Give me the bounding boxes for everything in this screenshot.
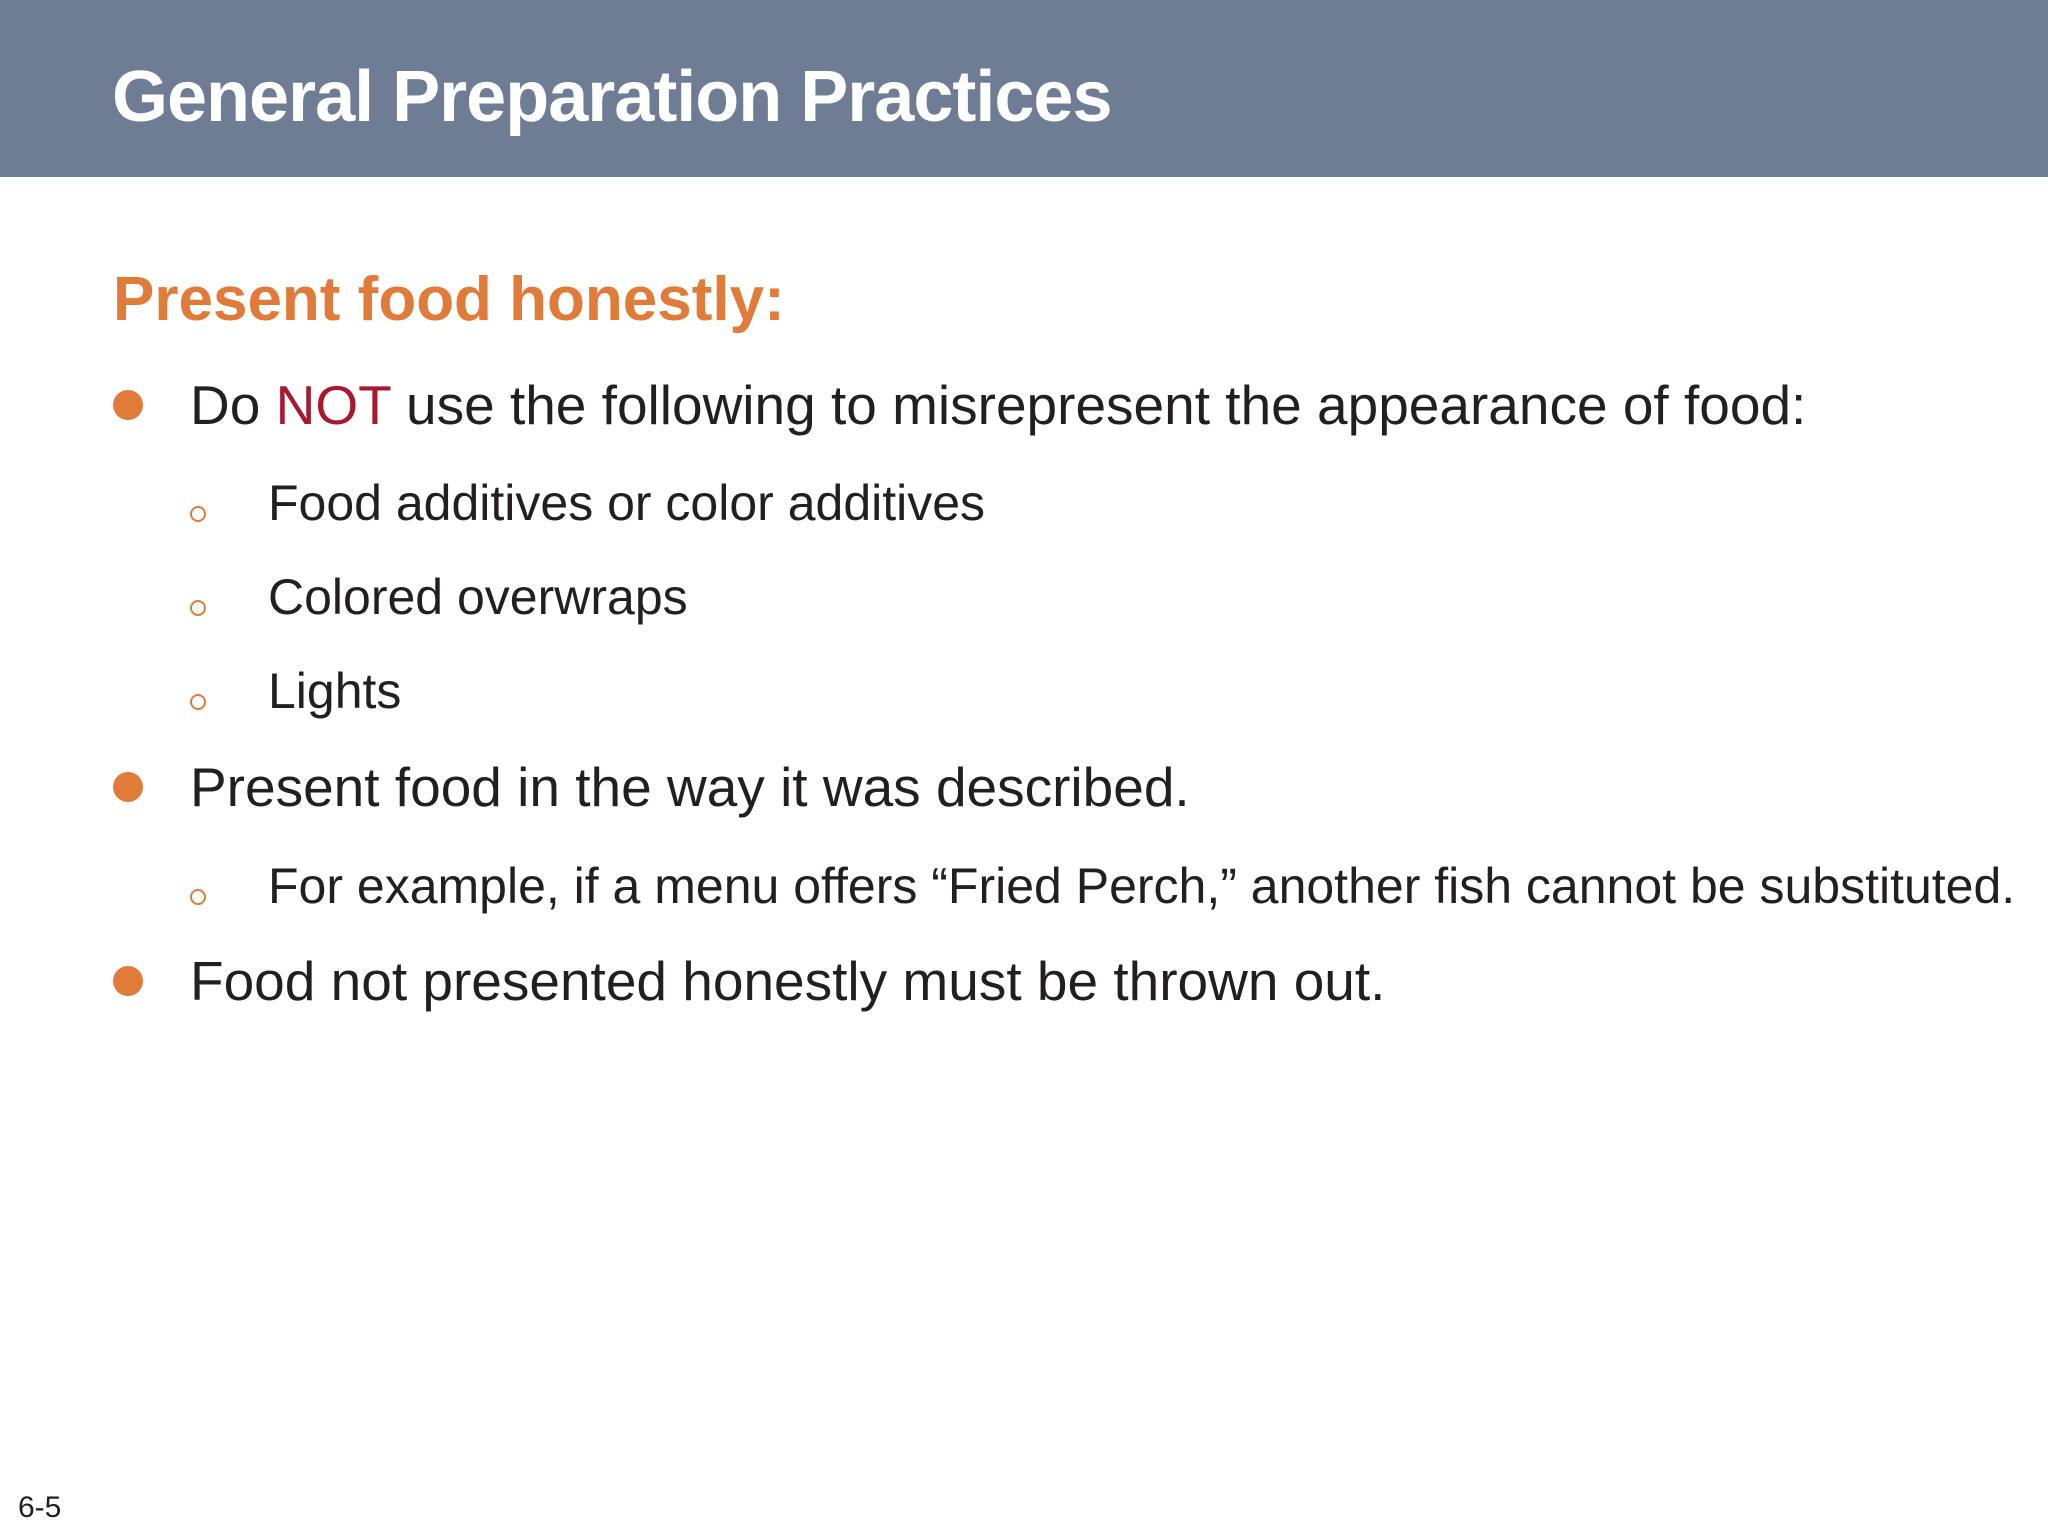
sub-bullet-item-lights — [190, 659, 401, 723]
bullet-marker — [113, 946, 190, 1016]
bullet-text: Food not presented honestly must be thrown out. — [190, 950, 1386, 1012]
sub-bullet-marker — [190, 854, 268, 918]
slide-number: 6-5 — [18, 1491, 62, 1524]
filled-circle-bullet-icon — [113, 966, 143, 996]
sub-bullet-text: Food additives or color additives — [268, 475, 986, 531]
bullet-text-post: use the following to misrepresent the appearance of food: — [390, 374, 1807, 436]
bullet-item-thrown-out — [113, 946, 1385, 1016]
hollow-circle-bullet-icon — [190, 889, 206, 905]
bullet-item-do-not-misrepresent — [113, 370, 1806, 440]
sub-bullet-item-food-additives — [190, 471, 985, 535]
sub-bullet-marker — [190, 659, 268, 723]
hollow-circle-bullet-icon — [190, 600, 206, 616]
sub-bullet-text: Colored overwraps — [268, 569, 688, 625]
sub-bullet-text: Lights — [268, 663, 402, 719]
bullet-marker — [113, 370, 190, 440]
bullet-text-pre: Do — [190, 374, 276, 436]
bullet-text-emphasis: NOT — [275, 374, 391, 436]
hollow-circle-bullet-icon — [190, 506, 206, 522]
filled-circle-bullet-icon — [113, 772, 143, 802]
sub-bullet-marker — [190, 565, 268, 629]
bullet-item-present-as-described — [113, 752, 1190, 822]
sub-bullet-text: For example, if a menu offers “Fried Perch,” another fish cannot be substituted. — [268, 858, 2016, 914]
bullet-text: Present food in the way it was described. — [190, 756, 1190, 818]
filled-circle-bullet-icon — [113, 390, 143, 420]
sub-bullet-item-colored-overwraps — [190, 565, 688, 629]
section-heading: Present food honestly: — [113, 265, 785, 334]
hollow-circle-bullet-icon — [190, 694, 206, 710]
slide-title: General Preparation Practices — [112, 57, 1112, 137]
sub-bullet-marker — [190, 471, 268, 535]
sub-bullet-item-example-fried-perch — [190, 854, 2015, 918]
bullet-marker — [113, 752, 190, 822]
title-bar — [0, 0, 2048, 177]
